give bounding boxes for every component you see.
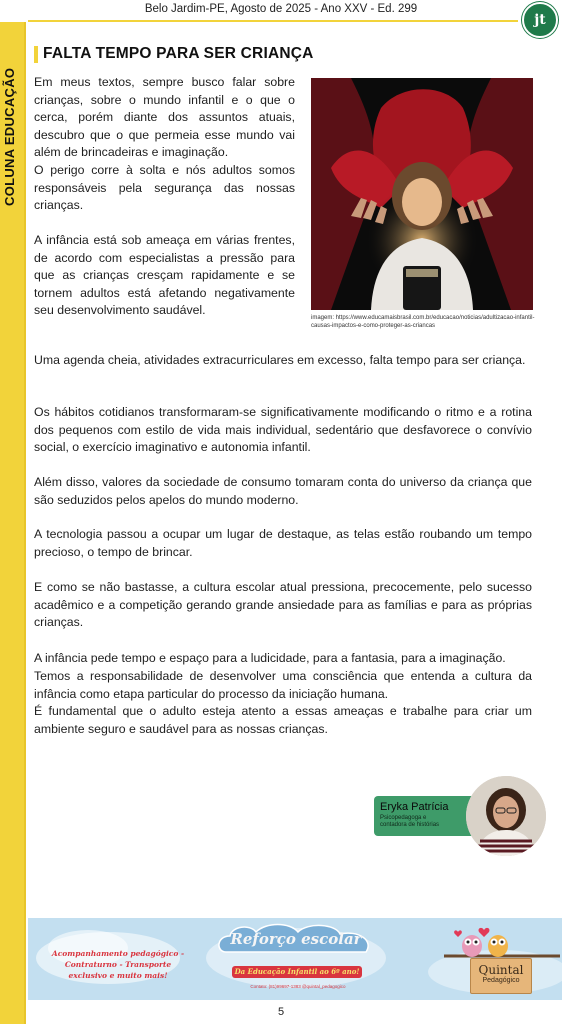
image-caption: imagem: https://www.educamaisbrasil.com.br/educacao/noticias/adultizacao-infantil-causas-impactos-e-como-proteger-as-criancas	[311, 315, 535, 329]
column-sidebar	[0, 22, 24, 1024]
intro-paragraph: A infância está sob ameaça em várias frentes, de acordo com especialistas a pressão para que as crianças cresçam rapidamente e se tornem adultos está afetando negativamente seu desenvolvimento saudável.	[34, 233, 295, 317]
ad-subtitle: Da Educação Infantil ao 6º ano!	[232, 966, 362, 978]
body-paragraph: Temos a responsabilidade de desenvolver uma consciência que entenda a cultura da infância como etapa particular do processo da iniciação humana.	[34, 669, 532, 701]
author-portrait	[466, 776, 546, 856]
body-paragraph: Os hábitos cotidianos transformaram-se significativamente modificando o ritmo e a rotina dos pequenos com estilo de vida mais individual, sedentário que desfavorece o convívio social, o exercício imaginativo e autonomia infantil.	[34, 405, 532, 454]
article-title-wrap	[34, 44, 314, 64]
article-title: FALTA TEMPO PARA SER CRIANÇA	[43, 45, 314, 62]
dateline: Belo Jardim-PE, Agosto de 2025 - Ano XXV - Ed. 299	[144, 3, 418, 15]
title-accent-mark	[34, 46, 38, 63]
author-avatar	[466, 776, 546, 856]
jt-logo: jt	[522, 2, 558, 38]
body-paragraph: A tecnologia passou a ocupar um lugar de destaque, as telas estão roubando um tempo precioso, o tempo de brincar.	[34, 527, 532, 559]
article-photo	[311, 78, 533, 310]
header	[0, 0, 562, 22]
author-name: Eryka Patrícia	[380, 801, 449, 813]
column-label: COLUNA EDUCAÇÃO	[2, 67, 17, 207]
ad-contact: Contato: (81)99697-1383 @quintal_pedagogico	[250, 984, 346, 989]
body-paragraph: E como se não bastasse, a cultura escolar atual pressiona, precocemente, pelo sucesso acadêmico e a competição gerando grande ansiedade para as famílias e para as próprias crianças.	[34, 580, 532, 629]
body-paragraph: Além disso, valores da sociedade de consumo tomaram conta do universo da criança que são seduzidos pelos apelos do mundo moderno.	[34, 475, 532, 507]
intro-paragraph: Em meus textos, sempre busco falar sobre crianças, sobre o mundo infantil e o que o cerca, porém diante dos assuntos atuais, descubro que o que permeia esse mundo vai além de brincadeiras e imaginação.	[34, 75, 295, 159]
page-number: 5	[277, 1006, 285, 1018]
quintal-sign	[470, 958, 532, 994]
brand-name: Quintal	[478, 963, 524, 977]
body-paragraph: É fundamental que o adulto esteja atento a essas ameaças e trabalhe para criar um ambiente seguro e saudável para as nossas crianças.	[34, 704, 532, 736]
brand-subtitle: Pedagógico	[482, 977, 520, 984]
ad-title: Reforço escolar	[230, 930, 362, 948]
ad-services-text: Acompanhamento pedagógico - Contraturno - Transporte exclusivo e muito mais!	[51, 949, 185, 980]
header-divider	[28, 20, 518, 22]
body-paragraph: A infância pede tempo e espaço para a ludicidade, para a fantasia, para a imaginação.	[34, 651, 506, 665]
ad-banner[interactable]	[28, 918, 562, 1000]
sidebar-edge	[24, 22, 26, 1024]
body-paragraph: Uma agenda cheia, atividades extracurriculares em excesso, falta tempo para ser criança.	[34, 353, 526, 367]
intro-paragraph: O perigo corre à solta e nós adultos somos responsáveis pela segurança das nossas crianças.	[34, 163, 295, 212]
child-with-phone-illustration	[311, 78, 533, 310]
author-role: Psicopedagoga e contadora de histórias	[380, 815, 440, 828]
